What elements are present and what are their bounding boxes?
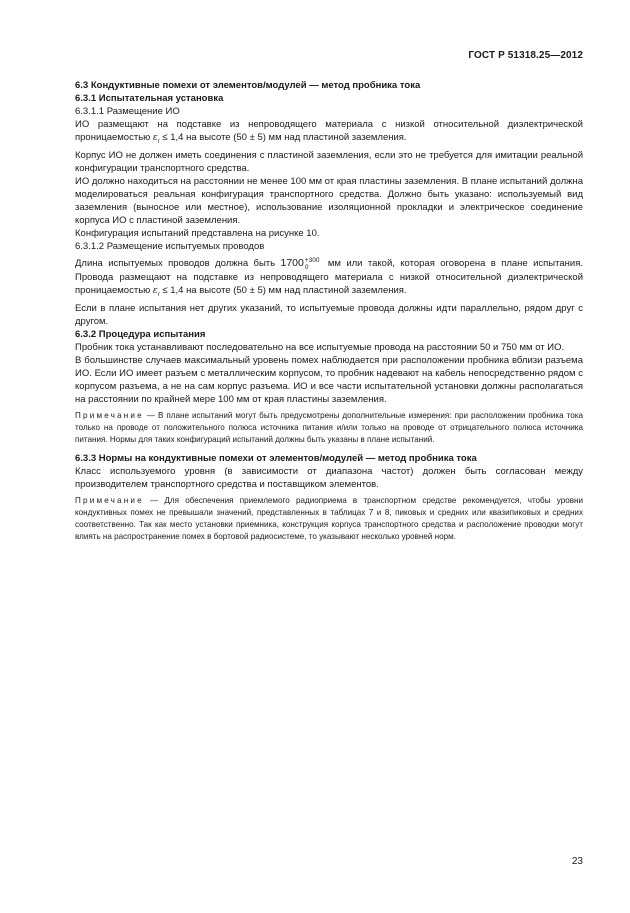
paragraph-eut-case: Корпус ИО не должен иметь соединения с пластиной заземления, если это не требуется для имитации реальной конфигурации транспортного средства. [75,149,583,174]
section-6-3-1-2-title: 6.3.1.2 Размещение испытуемых проводов [75,240,265,252]
text-run: ИО размещают на подставке из непроводящего материала с низкой относительной диэлектрической проницаемостью [75,119,583,143]
section-6-3-title: 6.3 Кондуктивные помехи от элементов/модулей — метод пробника тока [75,80,421,91]
section-6-3-3-title: 6.3.3 Нормы на кондуктивные помехи от элементов/модулей — метод пробника тока [75,452,477,464]
paragraph-eut-distance: ИО должно находиться на расстоянии не менее 100 мм от края пластины заземления. В плане испытаний должна моделироваться реальная конфигурация транспортного средства. Должно быть указано: используемый вид заземления (выносное или местное), использование изоляционной прокладки и электрическое соединение корпуса ИО с пластиной заземления. [75,175,583,226]
tolerance-upper: +300 [304,256,320,264]
wire-length-tolerance [305,257,320,271]
note-label: Примечание [75,410,144,420]
epsilon-symbol: ε [152,133,158,143]
text-run: Длина испытуемых проводов должна быть [75,257,281,269]
page-number: 23 [571,856,583,867]
paragraph-probe-placement: Пробник тока устанавливают последовательно на все испытуемые провода на расстоянии 50 и 750 мм от ИО. [75,341,565,353]
text-run: ≤ 1,4 на высоте (50 ± 5) мм над пластиной заземления. [159,284,407,296]
section-6-3-1-1-title: 6.3.1.1 Размещение ИО [75,106,180,117]
standard-header: ГОСТ Р 51318.25—2012 [468,50,583,61]
section-6-3-1-title: 6.3.1 Испытательная установка [75,93,224,104]
epsilon-subscript: r [157,138,160,145]
paragraph-level-class: Класс используемого уровня (в зависимости от диапазона частот) должен быть согласован между производителем транспортного средства и поставщиком элементов. [75,465,583,490]
text-run: ≤ 1,4 на высоте (50 ± 5) мм над пластиной заземления. [159,132,407,143]
note-text: — В плане испытаний могут быть предусмотрены дополнительные измерения: при расположении пробника тока только на проводе от положительного полюса источника питания и/или только на проводе от отрицательного полюса источника питания. Нормы для таких конфигураций испытаний должны быть указаны в плане испытаний. [75,410,583,444]
epsilon-symbol: ε [152,285,158,296]
tolerance-lower: 0 [304,263,309,271]
paragraph-test-configuration: Конфигурация испытаний представлена на рисунке 10. [75,227,320,239]
page-content [75,79,583,543]
paragraph-max-emission: В большинстве случаев максимальный уровень помех наблюдается при расположении пробника вблизи разъема ИО. Если ИО имеет разъем с металлическим корпусом, то пробник надевают на кабель непосредственно рядом с корпусом разъема, а не на сам корпус разъема. ИО и все части испытательной установки должны располагаться на расстоянии по крайней мере 100 мм от края пластины заземления. [75,354,583,405]
note-text: — Для обеспечения приемлемого радиоприема в транспортном средстве рекомендуется, чтобы уровни кондуктивных помех не превышали значений, представленных в таблицах 7 и 8, пиковых и средних или квазипиковых и средних соответственно. Так как место установки приемника, конструкция корпуса транспортного средства и расположение проводки могут влиять на распространение помех в бортовой радиосистеме, то указывают несколько уровней норм. [75,495,583,541]
paragraph-wires-parallel: Если в плане испытания нет других указаний, то испытуемые провода должны идти параллельно, рядом друг с другом. [75,302,583,327]
note-label: Примечание [75,495,144,505]
note-additional-measurements [75,410,583,446]
paragraph-wire-length [75,257,583,302]
note-radio-reception [75,495,583,543]
wire-length-value: 1700 [280,256,304,269]
epsilon-subscript: r [157,291,160,298]
section-6-3-2-title: 6.3.2 Процедура испытания [75,328,206,340]
paragraph-eut-placement [75,118,583,149]
text-run: мм или такой, которая оговорена в плане испытания. Провода размещают на подставке из непроводящего материала с низкой относительной диэлектрической проницаемостью [75,257,583,296]
